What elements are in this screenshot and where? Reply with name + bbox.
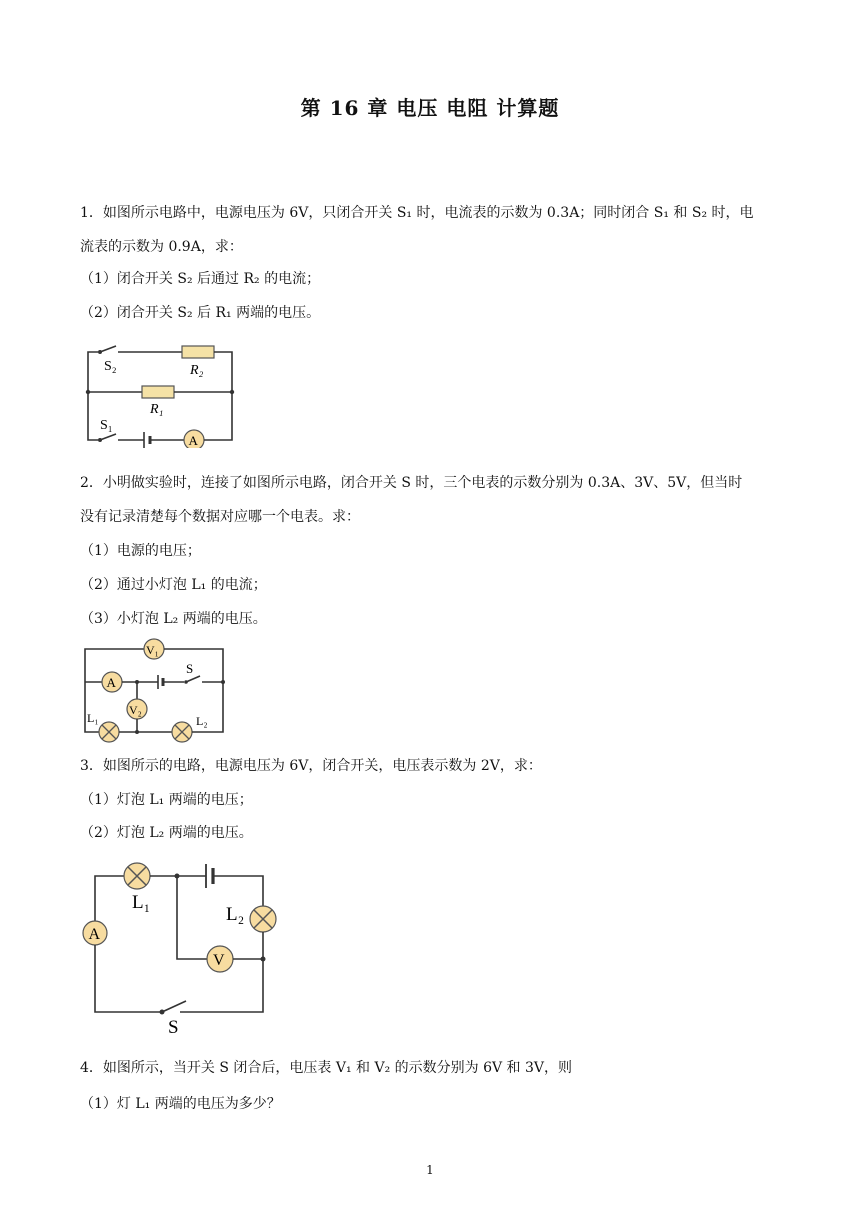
q3-circuit-diagram (80, 852, 280, 1038)
q1-r2-label: R₂ (190, 363, 204, 378)
q2-sub3: （3）小灯泡 L₂ 两端的电压。 (80, 611, 267, 627)
q3-sub2: （2）灯泡 L₂ 两端的电压。 (80, 825, 253, 841)
q2-line2: 没有记录清楚每个数据对应哪一个电表。求： (80, 509, 360, 525)
q2-line1: 2．小明做实验时，连接了如图所示电路，闭合开关 S 时，三个电表的示数分别为 0.3A、3V、5V，但当时 (80, 475, 743, 491)
q3-voltmeter-label: V (213, 952, 225, 969)
q1-sub1: （1）闭合开关 S₂ 后通过 R₂ 的电流； (80, 271, 321, 287)
q1-sub2: （2）闭合开关 S₂ 后 R₁ 两端的电压。 (80, 305, 321, 321)
q2-switch-label: S (186, 661, 194, 676)
q1-s1-label: S₁ (100, 418, 113, 433)
q1-r2-resistor (182, 346, 214, 358)
q1-ammeter-label: A (188, 433, 198, 448)
q2-switch-blade (186, 676, 200, 682)
q2-sub2: （2）通过小灯泡 L₁ 的电流； (80, 577, 267, 593)
q2-ammeter-label: A (106, 675, 116, 690)
q1-r1-label: R₁ (150, 402, 164, 417)
q1-line2: 流表的示数为 0.9A，求： (80, 239, 243, 255)
q4-line1: 4．如图所示，当开关 S 闭合后，电压表 V₁ 和 V₂ 的示数分别为 6V 和 3V，则 (80, 1060, 573, 1076)
q1-circuit-diagram (80, 340, 250, 448)
q2-v1-label: V₁ (146, 643, 159, 657)
q3-l1-label: L₁ (132, 892, 151, 913)
q3-switch-blade (162, 1001, 186, 1012)
q3-switch-label: S (168, 1017, 179, 1038)
q1-s2-switch-blade (100, 346, 116, 352)
q3-ammeter-label: A (88, 926, 101, 943)
q2-circuit-diagram (80, 636, 228, 746)
q2-v2-label: V₂ (129, 703, 142, 717)
q1-s2-label: S₂ (104, 359, 117, 374)
q2-l1-label: L₁ (87, 711, 99, 725)
q1-s1-switch-blade (100, 434, 116, 440)
q3-l2-label: L₂ (226, 904, 245, 925)
q1-line1: 1．如图所示电路中，电源电压为 6V，只闭合开关 S₁ 时，电流表的示数为 0.3A；同时闭合 S₁ 和 S₂ 时，电 (80, 205, 754, 221)
q1-r1-resistor (142, 386, 174, 398)
q3-line1: 3．如图所示的电路，电源电压为 6V，闭合开关，电压表示数为 2V，求： (80, 758, 542, 774)
q4-sub1: （1）灯 L₁ 两端的电压为多少？ (80, 1096, 281, 1112)
page-title: 第 16 章 电压 电阻 计算题 (300, 96, 560, 120)
page-number: 1 (426, 1163, 434, 1177)
q2-l2-label: L₂ (196, 714, 208, 728)
q2-sub1: （1）电源的电压； (80, 543, 201, 559)
q3-sub1: （1）灯泡 L₁ 两端的电压； (80, 792, 253, 808)
